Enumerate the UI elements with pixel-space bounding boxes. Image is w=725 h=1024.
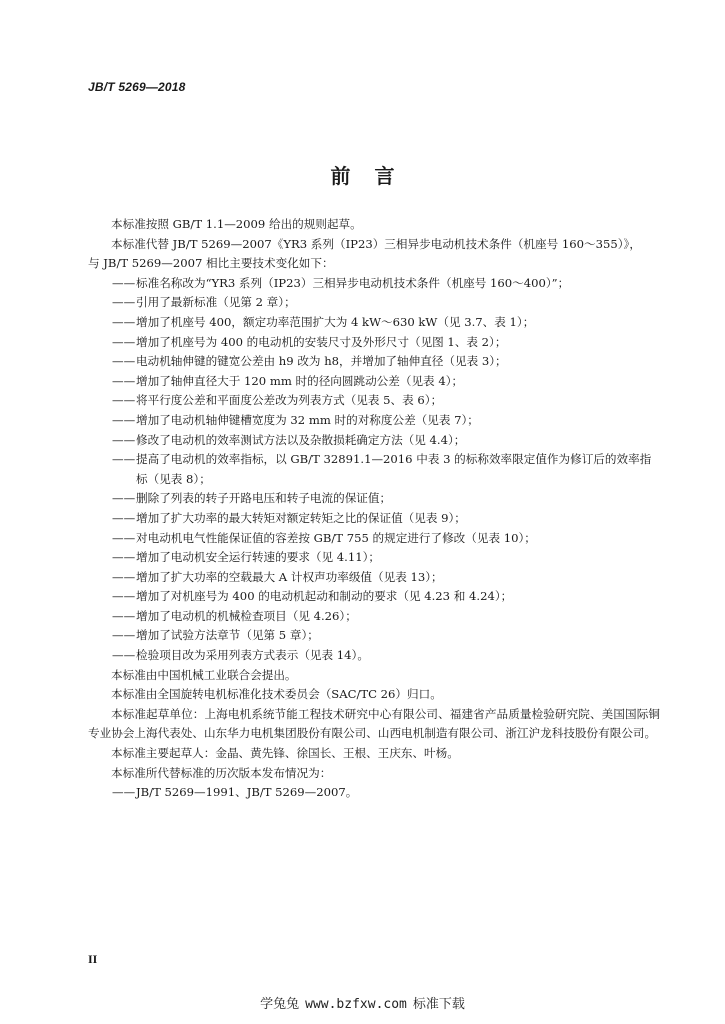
change-item-text: 增加了对机座号为 400 的电动机起动和制动的要求（见 4.23 和 4.24）； [136, 589, 513, 604]
dash-mark: —— [112, 785, 136, 800]
drafters: 本标准主要起草人：金晶、黄先锋、徐国长、王根、王庆东、叶杨。 [111, 746, 459, 761]
dash-mark: —— [112, 354, 136, 369]
dash-mark: —— [112, 393, 136, 408]
page-title: 前言 [330, 164, 419, 188]
dash-mark: —— [112, 432, 136, 447]
change-item [88, 607, 660, 627]
dash-mark: —— [112, 510, 136, 525]
standard-code: JB/T 5269—2018 [88, 80, 186, 94]
dash-mark: —— [112, 412, 136, 427]
watermark-right: 标准下载 [412, 997, 465, 1012]
change-item-text: 将平行度公差和平面度公差改为列表方式（见表 5、表 6）； [136, 393, 443, 408]
drafting-units: 本标准起草单位：上海电机系统节能工程技术研究中心有限公司、福建省产品质量检验研究院、美国国际铜专业协会上海代表处、山东华力电机集团股份有限公司、山西电机制造有限公司、浙江沪龙科技股份有限公司。 [88, 706, 660, 741]
managed-by: 本标准由全国旋转电机标准化技术委员会（SAC/TC 26）归口。 [111, 687, 442, 702]
change-item-text: 增加了扩大功率的空载最大 A 计权声功率级值（见表 13）； [136, 569, 443, 584]
dash-mark: —— [112, 295, 136, 310]
change-item [88, 431, 660, 451]
intro-paragraph-2-cont: 与 JB/T 5269—2007 相比主要技术变化如下： [88, 256, 334, 271]
change-item [88, 313, 660, 333]
intro-paragraph-2: 本标准代替 JB/T 5269—2007《YR3 系列（IP23）三相异步电动机技术条件（机座号 160～355）》， [111, 236, 641, 251]
change-item [88, 529, 660, 549]
change-item-text: 增加了轴伸直径大于 120 mm 时的径向圆跳动公差（见表 4）； [136, 373, 464, 388]
change-item-text: 电动机轴伸键的键宽公差由 h9 改为 h8，并增加了轴伸直径（见表 3）； [136, 354, 507, 369]
history-item [88, 783, 660, 803]
watermark-url: www.bzfxw.com [305, 997, 407, 1012]
intro-paragraph-1: 本标准按照 GB/T 1.1—2009 给出的规则起草。 [111, 217, 362, 231]
dash-mark: —— [112, 314, 136, 329]
change-item-text: 检验项目改为采用列表方式表示（见表 14）。 [136, 648, 369, 663]
page-number: II [88, 952, 98, 966]
change-item [88, 411, 660, 431]
change-item-text: 标准名称改为“YR3 系列（IP23）三相异步电动机技术条件（机座号 160～400）”； [136, 275, 570, 290]
change-item [88, 293, 660, 313]
dash-mark: —— [112, 608, 136, 623]
change-item-text: 增加了扩大功率的最大转矩对额定转矩之比的保证值（见表 9）； [136, 510, 466, 525]
dash-mark: —— [112, 491, 136, 506]
dash-mark: —— [112, 373, 136, 388]
change-item [88, 568, 660, 588]
change-item-text: 引用了最新标准（见第 2 章）； [136, 295, 296, 310]
change-item [88, 372, 660, 392]
change-item-text: 增加了试验方法章节（见第 5 章）； [136, 628, 319, 643]
dash-mark: —— [112, 275, 136, 290]
change-item [88, 509, 660, 529]
change-item [88, 548, 660, 568]
change-item-text: 增加了电动机的机械检查项目（见 4.26）； [136, 608, 357, 623]
change-item-text: 对电动机电气性能保证值的容差按 GB/T 755 的规定进行了修改（见表 10）； [136, 530, 536, 545]
change-item [88, 626, 660, 646]
change-item [88, 587, 660, 607]
change-item-text: 增加了电动机轴伸键槽宽度为 32 mm 时的对称度公差（见表 7）； [136, 412, 479, 427]
changes-list [88, 274, 660, 666]
change-item [88, 391, 660, 411]
change-item [88, 274, 660, 294]
dash-mark: —— [112, 530, 136, 545]
change-item [88, 333, 660, 353]
change-item [88, 489, 660, 509]
change-item [88, 646, 660, 666]
change-item-text: 增加了机座号为 400 的电动机的安装尺寸及外形尺寸（见图 1、表 2）； [136, 334, 507, 349]
watermark [0, 993, 725, 1012]
dash-mark: —— [112, 589, 136, 604]
change-item-text: 删除了列表的转子开路电压和转子电流的保证值； [136, 491, 392, 506]
change-item-text: 修改了电动机的效率测试方法以及杂散损耗确定方法（见 4.4）； [136, 432, 466, 447]
dash-mark: —— [112, 452, 136, 467]
dash-mark: —— [112, 569, 136, 584]
history-intro: 本标准所代替标准的历次版本发布情况为： [111, 765, 332, 780]
dash-mark: —— [112, 628, 136, 643]
history-item-text: JB/T 5269—1991、JB/T 5269—2007。 [136, 785, 358, 800]
change-item [88, 450, 660, 489]
dash-mark: —— [112, 334, 136, 349]
change-item-text: 增加了机座号 400，额定功率范围扩大为 4 kW～630 kW（见 3.7、表 1）； [136, 314, 535, 329]
change-item-text: 增加了电动机安全运行转速的要求（见 4.11）； [136, 550, 380, 565]
document-body [88, 215, 660, 803]
change-item [88, 352, 660, 372]
watermark-left: 学兔兔 [260, 997, 300, 1012]
dash-mark: —— [112, 648, 136, 663]
dash-mark: —— [112, 550, 136, 565]
change-item-text: 提高了电动机的效率指标，以 GB/T 32891.1—2016 中表 3 的标称效率限定值作为修订后的效率指标（见表 8）； [136, 452, 652, 486]
proposed-by: 本标准由中国机械工业联合会提出。 [111, 667, 297, 682]
